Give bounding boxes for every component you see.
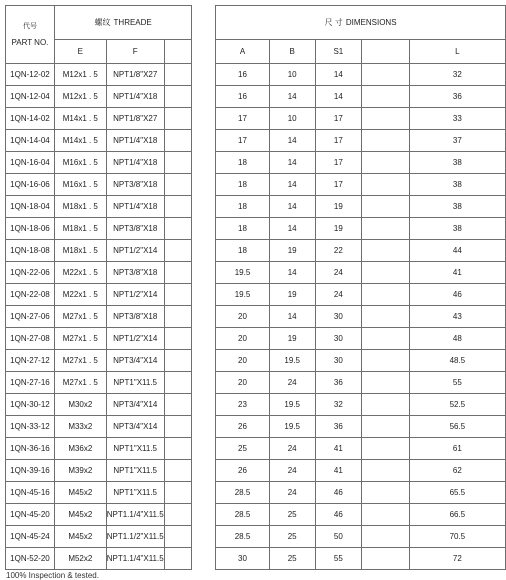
col-header-e: E — [54, 40, 106, 64]
thread-f-cell: NPT1/2"X14 — [106, 284, 164, 306]
part-no-cell: 1QN-14-04 — [6, 130, 55, 152]
dim-l-cell: 48.5 — [409, 350, 505, 372]
thread-f-cell: NPT1/4"X18 — [106, 152, 164, 174]
table-row — [6, 350, 506, 372]
dim-s1-cell: 36 — [315, 372, 362, 394]
part-no-cell: 1QN-27-08 — [6, 328, 55, 350]
blank-cell — [362, 372, 410, 394]
gap-cell — [192, 174, 216, 196]
dim-l-cell: 43 — [409, 306, 505, 328]
thread-e-cell: M27x1 . 5 — [54, 306, 106, 328]
dim-a-cell: 30 — [216, 548, 270, 570]
dim-s1-cell: 17 — [315, 130, 362, 152]
table-row — [6, 262, 506, 284]
dim-a-cell: 19.5 — [216, 262, 270, 284]
table-row — [6, 504, 506, 526]
gap-cell — [192, 328, 216, 350]
thread-e-cell: M22x1 . 5 — [54, 262, 106, 284]
thread-e-cell: M14x1 . 5 — [54, 108, 106, 130]
gap-cell — [192, 394, 216, 416]
thread-header-cn: 螺纹 — [94, 17, 111, 27]
table-row — [6, 108, 506, 130]
blank-cell — [362, 416, 410, 438]
blank-cell — [164, 130, 192, 152]
blank-cell — [164, 416, 192, 438]
thread-e-cell: M39x2 — [54, 460, 106, 482]
table-row — [6, 86, 506, 108]
thread-e-cell: M16x1 . 5 — [54, 174, 106, 196]
blank-cell — [362, 86, 410, 108]
gap-cell — [192, 438, 216, 460]
dim-l-cell: 65.5 — [409, 482, 505, 504]
header-row-columns — [6, 40, 506, 64]
dim-l-cell: 55 — [409, 372, 505, 394]
dim-a-cell: 26 — [216, 460, 270, 482]
dim-s1-cell: 24 — [315, 284, 362, 306]
dim-a-cell: 28.5 — [216, 504, 270, 526]
thread-f-cell: NPT1"X11.5 — [106, 372, 164, 394]
table-row — [6, 218, 506, 240]
dim-b-cell: 14 — [269, 86, 315, 108]
gap-cell — [192, 240, 216, 262]
blank-cell — [362, 482, 410, 504]
blank-cell — [164, 350, 192, 372]
dim-l-cell: 52.5 — [409, 394, 505, 416]
part-no-cell: 1QN-18-08 — [6, 240, 55, 262]
col-header-b: B — [269, 40, 315, 64]
blank-cell — [362, 174, 410, 196]
dim-l-cell: 38 — [409, 218, 505, 240]
thread-header — [54, 6, 192, 40]
table-row — [6, 460, 506, 482]
thread-f-cell: NPT3/4"X14 — [106, 394, 164, 416]
dim-a-cell: 18 — [216, 218, 270, 240]
blank-cell — [164, 372, 192, 394]
blank-cell — [362, 196, 410, 218]
dim-l-cell: 70.5 — [409, 526, 505, 548]
dim-s1-cell: 30 — [315, 328, 362, 350]
part-no-cell: 1QN-12-04 — [6, 86, 55, 108]
part-no-cell: 1QN-18-04 — [6, 196, 55, 218]
dim-l-cell: 38 — [409, 152, 505, 174]
dim-l-cell: 46 — [409, 284, 505, 306]
thread-f-cell: NPT3/8"X18 — [106, 262, 164, 284]
dim-l-cell: 32 — [409, 64, 505, 86]
gap-cell — [192, 504, 216, 526]
dim-b-cell: 19 — [269, 240, 315, 262]
part-no-cell: 1QN-33-12 — [6, 416, 55, 438]
thread-f-cell: NPT1/2"X14 — [106, 328, 164, 350]
thread-e-cell: M22x1 . 5 — [54, 284, 106, 306]
thread-f-cell: NPT1"X11.5 — [106, 460, 164, 482]
dim-l-cell: 61 — [409, 438, 505, 460]
col-header-l: L — [409, 40, 505, 64]
gap-cell — [192, 372, 216, 394]
dim-l-cell: 44 — [409, 240, 505, 262]
dim-b-cell: 24 — [269, 372, 315, 394]
gap-cell — [192, 284, 216, 306]
thread-f-cell: NPT3/4"X14 — [106, 416, 164, 438]
part-no-cell: 1QN-22-08 — [6, 284, 55, 306]
dim-s1-cell: 30 — [315, 306, 362, 328]
dim-b-cell: 19 — [269, 284, 315, 306]
gap-cell — [192, 218, 216, 240]
table-row — [6, 306, 506, 328]
blank-cell — [362, 152, 410, 174]
part-no-cell: 1QN-22-06 — [6, 262, 55, 284]
dim-s1-cell: 17 — [315, 174, 362, 196]
dim-a-cell: 18 — [216, 174, 270, 196]
gap-cell — [192, 306, 216, 328]
blank-cell — [164, 174, 192, 196]
table-row — [6, 64, 506, 86]
blank-cell — [362, 262, 410, 284]
dim-b-cell: 25 — [269, 526, 315, 548]
thread-f-cell: NPT1"X11.5 — [106, 438, 164, 460]
gap-cell — [192, 416, 216, 438]
gap-cell — [192, 548, 216, 570]
dim-s1-cell: 50 — [315, 526, 362, 548]
blank-cell — [164, 108, 192, 130]
blank-cell — [164, 196, 192, 218]
table-row — [6, 438, 506, 460]
dim-a-cell: 28.5 — [216, 526, 270, 548]
dim-l-cell: 37 — [409, 130, 505, 152]
dim-l-cell: 56.5 — [409, 416, 505, 438]
table-row — [6, 548, 506, 570]
dim-s1-cell: 24 — [315, 262, 362, 284]
thread-f-cell: NPT3/8"X18 — [106, 218, 164, 240]
thread-e-cell: M45x2 — [54, 504, 106, 526]
dim-b-cell: 25 — [269, 548, 315, 570]
dimensions-header — [216, 6, 506, 40]
blank-cell — [164, 526, 192, 548]
dim-s1-cell: 22 — [315, 240, 362, 262]
part-no-cell: 1QN-45-20 — [6, 504, 55, 526]
dimensions-header-en: DIMENSIONS — [345, 17, 397, 27]
dim-b-cell: 19.5 — [269, 350, 315, 372]
dim-a-cell: 17 — [216, 130, 270, 152]
dim-b-cell: 25 — [269, 504, 315, 526]
dim-s1-cell: 55 — [315, 548, 362, 570]
part-no-cell: 1QN-16-06 — [6, 174, 55, 196]
footer-note: 100% Inspection & tested. — [6, 571, 99, 580]
dim-l-cell: 38 — [409, 174, 505, 196]
col-header-blank — [164, 40, 192, 64]
thread-f-cell: NPT1.1/2"X11.5 — [106, 526, 164, 548]
dim-b-cell: 14 — [269, 174, 315, 196]
thread-f-cell: NPT1"X11.5 — [106, 482, 164, 504]
gap-cell — [192, 262, 216, 284]
spacer-column — [192, 6, 216, 64]
gap-cell — [192, 196, 216, 218]
part-no-header-en: PART NO. — [11, 37, 49, 47]
dim-s1-cell: 41 — [315, 438, 362, 460]
table-row — [6, 284, 506, 306]
thread-e-cell: M33x2 — [54, 416, 106, 438]
thread-f-cell: NPT1/4"X18 — [106, 196, 164, 218]
thread-e-cell: M52x2 — [54, 548, 106, 570]
thread-f-cell: NPT3/8"X18 — [106, 174, 164, 196]
blank-cell — [362, 504, 410, 526]
header-row-top — [6, 6, 506, 40]
blank-cell — [362, 108, 410, 130]
blank-cell — [362, 350, 410, 372]
blank-cell — [164, 394, 192, 416]
dim-l-cell: 33 — [409, 108, 505, 130]
thread-e-cell: M27x1 . 5 — [54, 350, 106, 372]
table-row — [6, 526, 506, 548]
thread-e-cell: M18x1 . 5 — [54, 218, 106, 240]
dim-b-cell: 14 — [269, 130, 315, 152]
blank-cell — [362, 306, 410, 328]
dim-b-cell: 24 — [269, 482, 315, 504]
blank-cell — [164, 548, 192, 570]
dimensions-table — [5, 5, 506, 570]
thread-f-cell: NPT1.1/4"X11.5 — [106, 504, 164, 526]
blank-cell — [164, 482, 192, 504]
part-no-cell: 1QN-30-12 — [6, 394, 55, 416]
part-no-cell: 1QN-45-16 — [6, 482, 55, 504]
dim-b-cell: 10 — [269, 108, 315, 130]
blank-cell — [164, 240, 192, 262]
thread-f-cell: NPT1/4"X18 — [106, 86, 164, 108]
part-no-cell: 1QN-18-06 — [6, 218, 55, 240]
blank-cell — [164, 152, 192, 174]
thread-e-cell: M16x1 . 5 — [54, 152, 106, 174]
table-row — [6, 196, 506, 218]
blank-cell — [362, 130, 410, 152]
dim-a-cell: 20 — [216, 372, 270, 394]
col-header-blank-2 — [362, 40, 410, 64]
blank-cell — [362, 460, 410, 482]
table-row — [6, 482, 506, 504]
thread-header-en: THREADE — [113, 17, 152, 27]
blank-cell — [164, 460, 192, 482]
table-row — [6, 130, 506, 152]
dim-s1-cell: 19 — [315, 196, 362, 218]
part-no-cell: 1QN-36-16 — [6, 438, 55, 460]
dim-b-cell: 14 — [269, 152, 315, 174]
blank-cell — [362, 240, 410, 262]
dim-b-cell: 19.5 — [269, 394, 315, 416]
dim-s1-cell: 17 — [315, 108, 362, 130]
blank-cell — [362, 548, 410, 570]
part-no-header-cn: 代号 — [22, 22, 37, 30]
dim-s1-cell: 46 — [315, 482, 362, 504]
gap-cell — [192, 130, 216, 152]
thread-e-cell: M36x2 — [54, 438, 106, 460]
dim-l-cell: 48 — [409, 328, 505, 350]
dim-s1-cell: 14 — [315, 64, 362, 86]
gap-cell — [192, 64, 216, 86]
dim-b-cell: 19 — [269, 328, 315, 350]
thread-e-cell: M27x1 . 5 — [54, 328, 106, 350]
dim-a-cell: 20 — [216, 306, 270, 328]
dim-b-cell: 10 — [269, 64, 315, 86]
dim-b-cell: 14 — [269, 196, 315, 218]
part-no-cell: 1QN-27-06 — [6, 306, 55, 328]
blank-cell — [362, 328, 410, 350]
dim-a-cell: 26 — [216, 416, 270, 438]
dim-a-cell: 25 — [216, 438, 270, 460]
blank-cell — [164, 504, 192, 526]
part-no-cell: 1QN-14-02 — [6, 108, 55, 130]
dim-a-cell: 20 — [216, 328, 270, 350]
dim-a-cell: 18 — [216, 196, 270, 218]
dim-b-cell: 14 — [269, 306, 315, 328]
gap-cell — [192, 350, 216, 372]
dim-l-cell: 36 — [409, 86, 505, 108]
thread-f-cell: NPT3/8"X18 — [106, 306, 164, 328]
part-no-cell: 1QN-39-16 — [6, 460, 55, 482]
blank-cell — [164, 438, 192, 460]
col-header-s1: S1 — [315, 40, 362, 64]
dim-l-cell: 62 — [409, 460, 505, 482]
dim-s1-cell: 36 — [315, 416, 362, 438]
part-no-cell: 1QN-12-02 — [6, 64, 55, 86]
table-row — [6, 394, 506, 416]
blank-cell — [164, 218, 192, 240]
dim-b-cell: 14 — [269, 218, 315, 240]
dim-a-cell: 23 — [216, 394, 270, 416]
table-row — [6, 174, 506, 196]
table-row — [6, 328, 506, 350]
dim-a-cell: 17 — [216, 108, 270, 130]
dim-a-cell: 18 — [216, 152, 270, 174]
dim-a-cell: 28.5 — [216, 482, 270, 504]
dim-b-cell: 14 — [269, 262, 315, 284]
thread-e-cell: M18x1 . 5 — [54, 240, 106, 262]
dim-a-cell: 19.5 — [216, 284, 270, 306]
part-no-cell: 1QN-27-16 — [6, 372, 55, 394]
thread-e-cell: M18x1 . 5 — [54, 196, 106, 218]
gap-cell — [192, 460, 216, 482]
blank-cell — [362, 526, 410, 548]
part-no-cell: 1QN-16-04 — [6, 152, 55, 174]
dim-s1-cell: 17 — [315, 152, 362, 174]
blank-cell — [362, 394, 410, 416]
dim-l-cell: 41 — [409, 262, 505, 284]
dim-l-cell: 66.5 — [409, 504, 505, 526]
thread-e-cell: M30x2 — [54, 394, 106, 416]
dim-l-cell: 38 — [409, 196, 505, 218]
blank-cell — [164, 64, 192, 86]
gap-cell — [192, 482, 216, 504]
table-row — [6, 240, 506, 262]
part-no-cell: 1QN-45-24 — [6, 526, 55, 548]
thread-f-cell: NPT3/4"X14 — [106, 350, 164, 372]
thread-f-cell: NPT1/8"X27 — [106, 64, 164, 86]
dim-s1-cell: 14 — [315, 86, 362, 108]
gap-cell — [192, 86, 216, 108]
thread-e-cell: M14x1 . 5 — [54, 130, 106, 152]
gap-cell — [192, 152, 216, 174]
part-no-cell: 1QN-27-12 — [6, 350, 55, 372]
dim-a-cell: 18 — [216, 240, 270, 262]
blank-cell — [362, 438, 410, 460]
thread-e-cell: M45x2 — [54, 482, 106, 504]
thread-f-cell: NPT1/8"X27 — [106, 108, 164, 130]
dim-l-cell: 72 — [409, 548, 505, 570]
blank-cell — [164, 328, 192, 350]
dim-a-cell: 20 — [216, 350, 270, 372]
thread-e-cell: M12x1 . 5 — [54, 86, 106, 108]
gap-cell — [192, 108, 216, 130]
col-header-f: F — [106, 40, 164, 64]
blank-cell — [164, 262, 192, 284]
thread-e-cell: M12x1 . 5 — [54, 64, 106, 86]
dim-s1-cell: 19 — [315, 218, 362, 240]
dim-b-cell: 24 — [269, 460, 315, 482]
gap-cell — [192, 526, 216, 548]
dim-b-cell: 24 — [269, 438, 315, 460]
dim-b-cell: 19.5 — [269, 416, 315, 438]
dimensions-header-cn: 尺 寸 — [324, 17, 343, 27]
blank-cell — [164, 86, 192, 108]
dim-a-cell: 16 — [216, 64, 270, 86]
dim-s1-cell: 30 — [315, 350, 362, 372]
blank-cell — [164, 284, 192, 306]
table-row — [6, 372, 506, 394]
dim-s1-cell: 32 — [315, 394, 362, 416]
thread-f-cell: NPT1/2"X14 — [106, 240, 164, 262]
table-row — [6, 416, 506, 438]
blank-cell — [362, 284, 410, 306]
dim-a-cell: 16 — [216, 86, 270, 108]
blank-cell — [164, 306, 192, 328]
thread-e-cell: M27x1 . 5 — [54, 372, 106, 394]
blank-cell — [362, 218, 410, 240]
thread-e-cell: M45x2 — [54, 526, 106, 548]
table-row — [6, 152, 506, 174]
blank-cell — [362, 64, 410, 86]
dim-s1-cell: 41 — [315, 460, 362, 482]
thread-f-cell: NPT1.1/4"X11.5 — [106, 548, 164, 570]
part-no-header — [6, 6, 55, 64]
thread-f-cell: NPT1/4"X18 — [106, 130, 164, 152]
col-header-a: A — [216, 40, 270, 64]
dim-s1-cell: 46 — [315, 504, 362, 526]
part-no-cell: 1QN-52-20 — [6, 548, 55, 570]
